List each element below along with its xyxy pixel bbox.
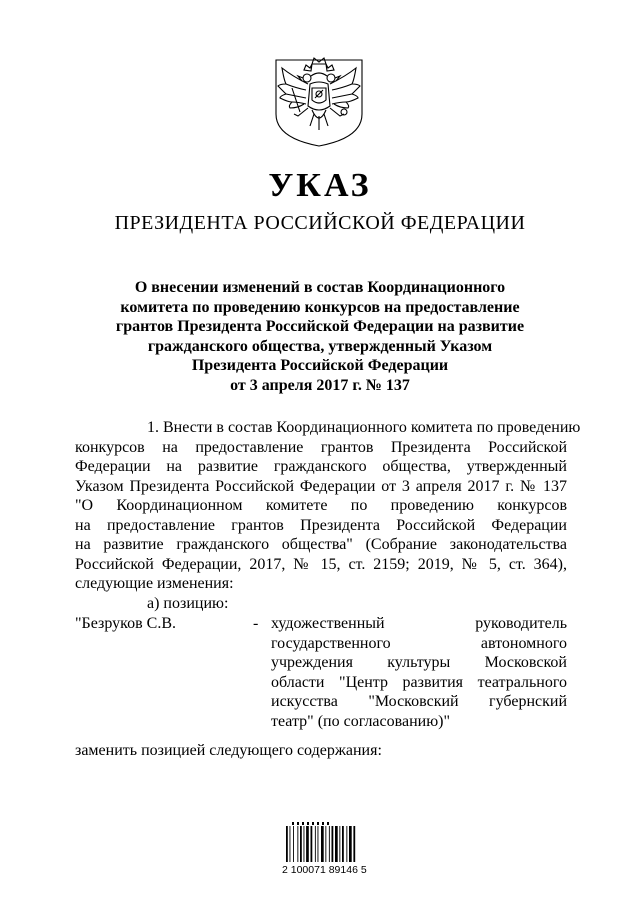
subject-line: Президента Российской Федерации [191,357,449,374]
subject-line: О внесении изменений в состав Координационного [134,279,506,296]
entry-description [271,614,567,731]
entry-description-line: области "Центр развития театрального [271,673,567,691]
subject-line: грантов Президента Российской Федерации на развитие [115,318,525,335]
paragraph-line: а) позицию: [147,594,229,612]
entry-dash: - [253,615,259,632]
document-subject [60,278,580,395]
entry-name: "Безруков С.В. [75,615,176,632]
paragraph-line: на предоставление грантов Президента Российской Федерации [75,516,567,534]
entry-description-line: художественный руководитель [271,615,567,632]
subject-line: гражданского общества, утвержденный Указом [147,337,493,355]
entry-description-line: государственного автономного [271,634,567,652]
paragraph-line: 1. Внести в состав Координационного комитета по проведению [147,419,581,436]
entry-description-line: учреждения культуры Московской [271,654,567,671]
paragraph-line: на развитие гражданского общества" (Собрание законодательства [75,536,567,553]
paragraph-line: Указом Президента Российской Федерации от 3 апреля 2017 г. № 137 [75,477,567,495]
coat-of-arms-emblem [274,54,364,148]
document-title: УКАЗ [268,167,372,204]
paragraph-line: конкурсов на предоставление грантов Президента Российской [75,438,567,456]
paragraph-line: Российской Федерации, 2017, № 15, ст. 2159; 2019, № 5, ст. 364), [75,555,567,573]
subject-line: комитета по проведению конкурсов на предоставление [120,298,520,316]
entry-description-line: искусства "Московский губернский [271,693,567,710]
paragraph-1 [75,418,581,613]
subject-line: от 3 апреля 2017 г. № 137 [230,376,410,394]
paragraph-line: следующие изменения: [75,575,234,592]
barcode-number: 2 100071 89146 5 [282,864,367,876]
paragraph-line: Федерации на развитие гражданского общества, утвержденный [75,458,567,475]
entry-description-line: театр" (по согласованию)" [271,712,451,730]
closing-line: заменить позицией следующего содержания: [75,742,382,759]
document-subtitle: ПРЕЗИДЕНТА РОССИЙСКОЙ ФЕДЕРАЦИИ [114,212,526,234]
paragraph-line: "О Координационном комитете по проведению конкурсов [75,497,567,514]
